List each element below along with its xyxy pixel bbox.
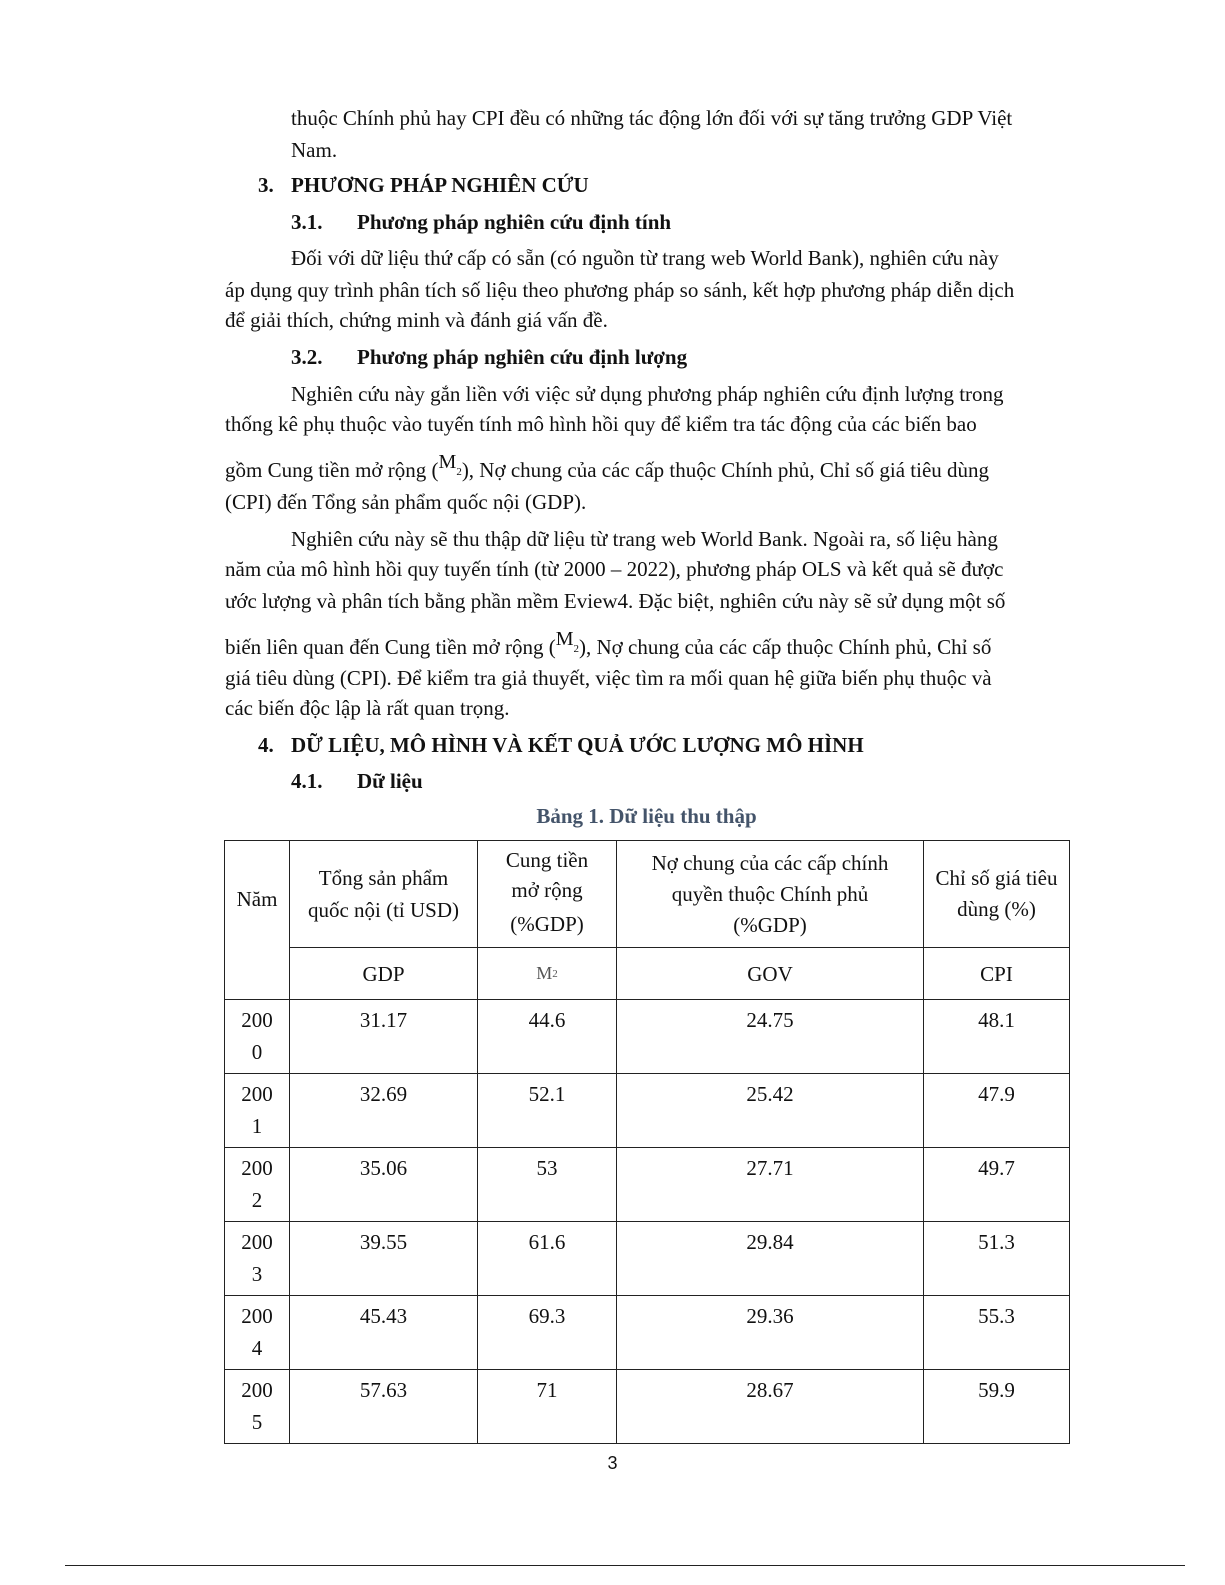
page-number: 3 bbox=[607, 1453, 618, 1473]
paragraph-line bbox=[225, 628, 992, 660]
text-span: gồm Cung tiền mở rộng ( bbox=[225, 458, 439, 482]
header-gov bbox=[617, 841, 924, 948]
text-span: ), Nợ chung của các cấp thuộc Chính phủ, Chỉ số giá tiêu dùng bbox=[461, 458, 990, 482]
cell-gdp: 57.63 bbox=[290, 1370, 478, 1444]
cell-year bbox=[225, 1000, 290, 1074]
paragraph-line: năm của mô hình hồi quy tuyến tính (từ 2000 – 2022), phương pháp OLS và kết quả sẽ được bbox=[225, 557, 1004, 581]
cell-cpi: 49.7 bbox=[924, 1148, 1070, 1222]
m2-symbol bbox=[555, 628, 580, 660]
header-gdp-text: Tổng sản phẩm quốc nội (tỉ USD) bbox=[307, 866, 460, 922]
data-table bbox=[224, 840, 1070, 1444]
paragraph-line: để giải thích, chứng minh và đánh giá vấn đề. bbox=[225, 308, 608, 332]
cell-gov: 27.71 bbox=[617, 1148, 924, 1222]
cell-m2: 52.1 bbox=[478, 1074, 617, 1148]
header-cpi bbox=[924, 841, 1070, 948]
m2-subscript: 2 bbox=[552, 967, 558, 980]
paragraph-line: ước lượng và phân tích bằng phần mềm Eview4. Đặc biệt, nghiên cứu này sẽ sử dụng một số bbox=[225, 589, 1006, 613]
table-row bbox=[225, 1000, 1070, 1074]
paragraph-line: thống kê phụ thuộc vào tuyến tính mô hình hồi quy để kiểm tra tác động của các biến bao bbox=[225, 412, 977, 436]
code-gdp: GDP bbox=[290, 948, 478, 1000]
m2-subscript: 2 bbox=[573, 643, 580, 655]
section-number: 4. bbox=[258, 733, 274, 757]
table-row bbox=[225, 1222, 1070, 1296]
cell-gdp: 39.55 bbox=[290, 1222, 478, 1296]
cell-m2: 44.6 bbox=[478, 1000, 617, 1074]
cell-gov: 25.42 bbox=[617, 1074, 924, 1148]
m2-subscript: 2 bbox=[456, 466, 462, 478]
m2-symbol bbox=[438, 451, 462, 483]
header-gdp bbox=[290, 841, 478, 948]
cell-gov: 29.84 bbox=[617, 1222, 924, 1296]
section-heading: DỮ LIỆU, MÔ HÌNH VÀ KẾT QUẢ ƯỚC LƯỢNG MÔ HÌNH bbox=[291, 733, 864, 757]
header-m2-line: mở rộng bbox=[511, 878, 583, 902]
paragraph-line: Đối với dữ liệu thứ cấp có sẵn (có nguồn từ trang web World Bank), nghiên cứu này bbox=[291, 246, 999, 270]
cell-gdp: 31.17 bbox=[290, 1000, 478, 1074]
cell-year bbox=[225, 1370, 290, 1444]
code-gov: GOV bbox=[617, 948, 924, 1000]
year-text: 2000 bbox=[241, 1008, 273, 1064]
cell-year bbox=[225, 1148, 290, 1222]
m2-letter: M bbox=[438, 451, 457, 473]
table-row bbox=[225, 1148, 1070, 1222]
paragraph-line: thuộc Chính phủ hay CPI đều có những tác động lớn đối với sự tăng trưởng GDP Việt bbox=[291, 106, 1013, 130]
paragraph-line: Nghiên cứu này gắn liền với việc sử dụng phương pháp nghiên cứu định lượng trong bbox=[291, 382, 1004, 406]
m2-letter: M bbox=[536, 962, 553, 983]
subsection-number: 3.1. bbox=[291, 210, 323, 234]
cell-cpi: 55.3 bbox=[924, 1296, 1070, 1370]
cell-gov: 28.67 bbox=[617, 1370, 924, 1444]
m2-letter: M bbox=[555, 628, 574, 650]
cell-m2: 61.6 bbox=[478, 1222, 617, 1296]
paragraph-line bbox=[225, 451, 990, 483]
code-cpi: CPI bbox=[924, 948, 1070, 1000]
subsection-heading: Phương pháp nghiên cứu định tính bbox=[357, 210, 672, 234]
cell-gdp: 45.43 bbox=[290, 1296, 478, 1370]
text-span: ), Nợ chung của các cấp thuộc Chính phủ, Chỉ số bbox=[579, 635, 992, 659]
paragraph-line: các biến độc lập là rất quan trọng. bbox=[225, 696, 510, 720]
subsection-heading: Phương pháp nghiên cứu định lượng bbox=[357, 345, 688, 369]
cell-gdp: 32.69 bbox=[290, 1074, 478, 1148]
code-m2 bbox=[478, 948, 617, 1000]
paragraph-line: (CPI) đến Tổng sản phẩm quốc nội (GDP). bbox=[225, 490, 587, 514]
table-header-row bbox=[225, 841, 1070, 948]
cell-cpi: 47.9 bbox=[924, 1074, 1070, 1148]
cell-year bbox=[225, 1074, 290, 1148]
cell-cpi: 48.1 bbox=[924, 1000, 1070, 1074]
cell-m2: 71 bbox=[478, 1370, 617, 1444]
cell-year bbox=[225, 1296, 290, 1370]
table-caption: Bảng 1. Dữ liệu thu thập bbox=[536, 804, 757, 828]
section-heading: PHƯƠNG PHÁP NGHIÊN CỨU bbox=[291, 173, 589, 197]
cell-year bbox=[225, 1222, 290, 1296]
year-text: 2004 bbox=[241, 1304, 273, 1360]
table-row bbox=[225, 1074, 1070, 1148]
cell-m2: 53 bbox=[478, 1148, 617, 1222]
header-m2 bbox=[478, 841, 617, 948]
cell-m2: 69.3 bbox=[478, 1296, 617, 1370]
year-text: 2001 bbox=[241, 1082, 273, 1138]
header-year: Năm bbox=[225, 841, 290, 1000]
paragraph-line: Nghiên cứu này sẽ thu thập dữ liệu từ trang web World Bank. Ngoài ra, số liệu hàng bbox=[291, 527, 998, 551]
year-text: 2005 bbox=[241, 1378, 273, 1434]
text-span: biến liên quan đến Cung tiền mở rộng ( bbox=[225, 635, 556, 659]
paragraph-line: giá tiêu dùng (CPI). Để kiểm tra giả thuyết, việc tìm ra mối quan hệ giữa biến phụ thuộc và bbox=[225, 666, 992, 690]
subsection-heading: Dữ liệu bbox=[357, 769, 423, 793]
m2-symbol bbox=[536, 957, 558, 992]
cell-cpi: 51.3 bbox=[924, 1222, 1070, 1296]
header-m2-line: (%GDP) bbox=[510, 912, 584, 936]
table-row bbox=[225, 1296, 1070, 1370]
table-code-row bbox=[225, 948, 1070, 1000]
header-gov-text: Nợ chung của các cấp chính quyền thuộc Chính phủ (%GDP) bbox=[651, 850, 889, 937]
header-m2-line: Cung tiền bbox=[505, 848, 589, 872]
table-row bbox=[225, 1370, 1070, 1444]
paragraph-line: Nam. bbox=[291, 138, 338, 162]
cell-gov: 24.75 bbox=[617, 1000, 924, 1074]
cell-gdp: 35.06 bbox=[290, 1148, 478, 1222]
cell-gov: 29.36 bbox=[617, 1296, 924, 1370]
bottom-divider bbox=[65, 1565, 1185, 1566]
header-cpi-text: Chỉ số giá tiêu dùng (%) bbox=[935, 866, 1058, 921]
year-text: 2003 bbox=[241, 1230, 273, 1286]
subsection-number: 4.1. bbox=[291, 769, 323, 793]
paragraph-line: áp dụng quy trình phân tích số liệu theo phương pháp so sánh, kết hợp phương pháp diễn dịch bbox=[225, 278, 1015, 302]
section-number: 3. bbox=[258, 173, 274, 197]
cell-cpi: 59.9 bbox=[924, 1370, 1070, 1444]
subsection-number: 3.2. bbox=[291, 345, 323, 369]
year-text: 2002 bbox=[241, 1156, 273, 1212]
